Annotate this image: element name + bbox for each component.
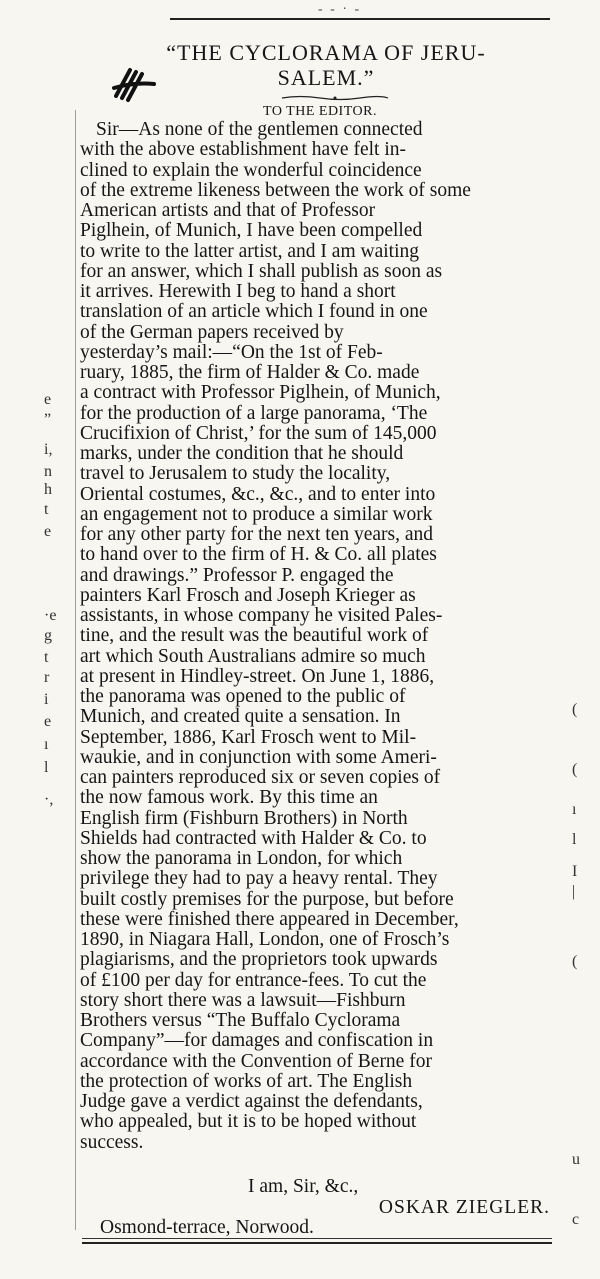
letter-line: show the panorama in London, for which bbox=[80, 849, 403, 869]
letter-line: waukie, and in conjunction with some Ameri- bbox=[80, 747, 437, 768]
left-margin-fragment: i, bbox=[44, 441, 53, 458]
handwritten-strike-icon bbox=[110, 66, 158, 104]
left-margin-fragment: t bbox=[44, 501, 49, 518]
left-margin-fragment: r bbox=[44, 669, 50, 686]
left-margin-fragment: g bbox=[44, 627, 52, 644]
right-margin-fragment: ( bbox=[572, 953, 578, 970]
letter-line: clined to explain the wonderful coincidence bbox=[80, 160, 422, 181]
letter-line: painters Karl Frosch and Joseph Krieger as bbox=[80, 585, 416, 606]
letter-line: success. bbox=[80, 1132, 144, 1153]
letter-line: built costly premises for the purpose, but before bbox=[80, 889, 454, 910]
decorative-rule bbox=[280, 94, 390, 102]
letter-line: for the production of a large panorama, ‘The bbox=[80, 403, 428, 424]
letter-line: for any other party for the next ten years, and bbox=[80, 525, 434, 545]
left-margin-fragment: n bbox=[44, 463, 52, 480]
letter-line: marks, under the condition that he should bbox=[80, 444, 404, 464]
letter-line: an engagement not to produce a similar work bbox=[80, 504, 433, 525]
letter-line: for an answer, which I shall publish as soon as bbox=[80, 261, 443, 282]
letter-line: tine, and the result was the beautiful work of bbox=[80, 626, 429, 647]
headline-line-1: “THE CYCLORAMA OF JERU- bbox=[166, 40, 486, 65]
right-margin-fragment: | bbox=[572, 883, 576, 900]
letter-line: the now famous work. By this time an bbox=[80, 788, 378, 809]
letter-line: translation of an article which I found in one bbox=[80, 302, 428, 323]
letter-line: travel to Jerusalem to study the locality, bbox=[80, 464, 391, 485]
letter-line: of £100 per day for entrance-fees. To cut the bbox=[80, 970, 427, 991]
closing-line: I am, Sir, &c., bbox=[248, 1176, 359, 1197]
left-margin-fragment: h bbox=[44, 481, 52, 498]
letter-line: Brothers versus “The Buffalo Cyclorama bbox=[80, 1011, 401, 1031]
right-margin-fragment: ı bbox=[572, 801, 577, 818]
left-margin-fragment: ·e bbox=[44, 607, 57, 624]
right-margin-fragment: ( bbox=[572, 761, 578, 778]
letter-body bbox=[80, 120, 550, 1153]
left-margin-fragment: ” bbox=[44, 411, 52, 428]
letter-line: 1890, in Niagara Hall, London, one of Frosch’s bbox=[80, 930, 450, 950]
top-rule bbox=[170, 18, 550, 20]
right-margin-fragment: ( bbox=[572, 701, 578, 718]
letter-line: and drawings.” Professor P. engaged the bbox=[80, 565, 394, 586]
letter-line: to write to the latter artist, and I am waiting bbox=[80, 241, 419, 262]
letter-line: the panorama was opened to the public of bbox=[80, 687, 406, 707]
letter-line: yesterday’s mail:—“On the 1st of Feb- bbox=[80, 342, 383, 363]
letter-line: Crucifixion of Christ,’ for the sum of 145,000 bbox=[80, 423, 437, 444]
letter-line: to hand over to the firm of H. & Co. all plates bbox=[80, 545, 437, 566]
address: Osmond-terrace, Norwood. bbox=[100, 1217, 314, 1238]
left-margin-fragment: e bbox=[44, 523, 52, 540]
headline-line-2: SALEM.” bbox=[277, 65, 375, 90]
letter-line: accordance with the Convention of Berne for bbox=[80, 1051, 432, 1072]
letter-line: the protection of works of art. The English bbox=[80, 1071, 413, 1092]
left-margin-fragment: i bbox=[44, 691, 49, 708]
letter-line: story short there was a lawsuit—Fishburn bbox=[80, 990, 406, 1011]
letter-line: Sir—As none of the gentlemen connected bbox=[96, 120, 423, 140]
letter-line: Company”—for damages and confiscation in bbox=[80, 1031, 434, 1052]
letter-line: at present in Hindley-street. On June 1, 1886, bbox=[80, 666, 435, 687]
letter-line: these were finished there appeared in December, bbox=[80, 909, 459, 930]
letter-line: a contract with Professor Piglhein, of Munich, bbox=[80, 383, 441, 404]
signature: OSKAR ZIEGLER. bbox=[378, 1197, 550, 1218]
letter-line: who appealed, but it is to be hoped without bbox=[80, 1112, 417, 1133]
top-mark: - - · - bbox=[318, 2, 362, 17]
left-margin-fragment: ı bbox=[44, 736, 49, 753]
letter-line: Piglhein, of Munich, I have been compelled bbox=[80, 221, 423, 242]
letter-line: with the above establishment have felt in- bbox=[80, 140, 406, 161]
letter-line: Judge gave a verdict against the defendants, bbox=[80, 1092, 423, 1112]
left-margin-fragment: l bbox=[44, 759, 49, 776]
letter-line: American artists and that of Professor bbox=[80, 201, 376, 221]
bottom-rule-thick bbox=[82, 1242, 552, 1244]
right-margin-fragment: l bbox=[572, 831, 577, 848]
letter-line: September, 1886, Karl Frosch went to Mil- bbox=[80, 727, 417, 748]
letter-line: ruary, 1885, the firm of Halder & Co. made bbox=[80, 363, 420, 383]
left-margin-fragment: e bbox=[44, 713, 52, 730]
right-margin-fragment: u bbox=[572, 1151, 580, 1168]
left-margin-fragment: ·, bbox=[44, 791, 54, 808]
letter-line: assistants, in whose company he visited Pales- bbox=[80, 606, 443, 626]
letter-line: art which South Australians admire so much bbox=[80, 646, 426, 667]
letter-line: Shields had contracted with Halder & Co. to bbox=[80, 828, 427, 849]
letter-line: English firm (Fishburn Brothers) in North bbox=[80, 808, 408, 829]
letter-line: Oriental costumes, &c., &c., and to enter into bbox=[80, 484, 436, 505]
letter-line: it arrives. Herewith I beg to hand a short bbox=[80, 282, 396, 302]
headline bbox=[96, 40, 556, 90]
bottom-rule bbox=[82, 1238, 552, 1239]
left-margin-fragment: e bbox=[44, 391, 52, 408]
letter-line: privilege they had to pay a heavy rental. They bbox=[80, 869, 438, 890]
right-margin-fragment: c bbox=[572, 1211, 580, 1228]
subheading: TO THE EDITOR. bbox=[263, 104, 377, 119]
right-margin-fragment: I bbox=[572, 863, 578, 880]
left-margin-fragment: t bbox=[44, 649, 49, 666]
letter-line: plagiarisms, and the proprietors took upwards bbox=[80, 950, 438, 971]
letter-line: can painters reproduced six or seven copies of bbox=[80, 768, 441, 788]
letter-line: Munich, and created quite a sensation. In bbox=[80, 707, 401, 728]
letter-line: of the extreme likeness between the work of some bbox=[80, 180, 471, 201]
letter-line: of the German papers received by bbox=[80, 322, 344, 343]
column-rule bbox=[75, 110, 76, 1230]
